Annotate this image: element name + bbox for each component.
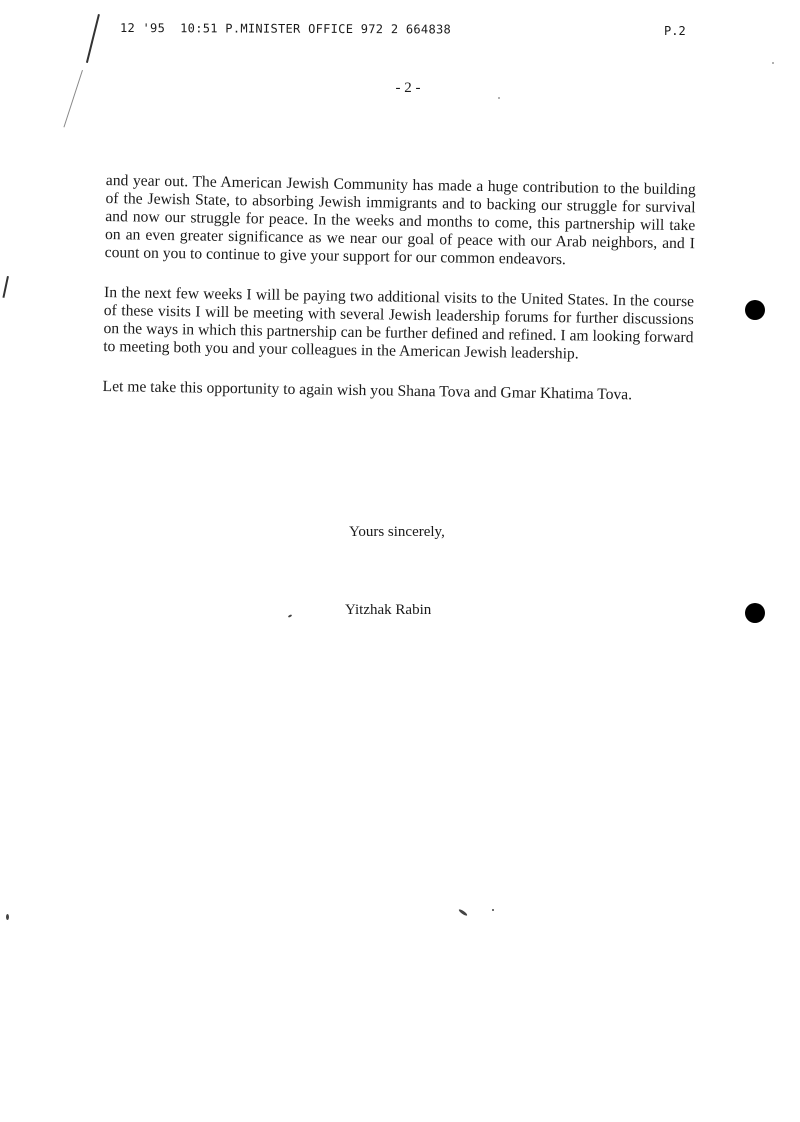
letter-closing: Yours sincerely,: [349, 524, 445, 540]
scan-speck: [492, 909, 494, 911]
letter-body: [102, 172, 695, 405]
signatory-name: Yitzhak Rabin: [345, 602, 432, 618]
punch-hole: [745, 603, 765, 623]
punch-hole: [745, 300, 765, 320]
scan-speck: [458, 908, 468, 916]
letter-paragraph: In the next few weeks I will be paying two additional visits to the United States. In the course of these visits I will be meeting with several Jewish leadership forums for further discussions on the ways in which this partnership can be further defined and refined. I am looking forward to meeting both you and your colleagues in the American Jewish leadership.: [103, 283, 695, 363]
scan-speck: [772, 62, 774, 64]
fax-transmission-line: 12 '95 10:51 P.MINISTER OFFICE 972 2 664838: [119, 21, 452, 37]
scan-speck: [6, 914, 9, 920]
margin-stroke: [2, 276, 8, 298]
fax-header: [0, 0, 800, 60]
fax-page-label: P.2: [664, 24, 686, 38]
letter-paragraph: Let me take this opportunity to again wish you Shana Tova and Gmar Khatima Tova.: [102, 377, 633, 404]
scan-speck: [498, 97, 500, 99]
scan-speck: [288, 614, 292, 618]
letter-paragraph: and year out. The American Jewish Community has made a huge contribution to the building of the Jewish State, to absorbing Jewish immigrants and to backing our struggle for survival and now our struggle for peace. In the weeks and months to come, this partnership will take on an even greater significance as we near our goal of peace with our Arab neighbors, and I count on you to continue to give your support for our common endeavors.: [104, 172, 696, 269]
page-number: - 2 -: [395, 80, 421, 96]
margin-stroke: [63, 70, 82, 127]
